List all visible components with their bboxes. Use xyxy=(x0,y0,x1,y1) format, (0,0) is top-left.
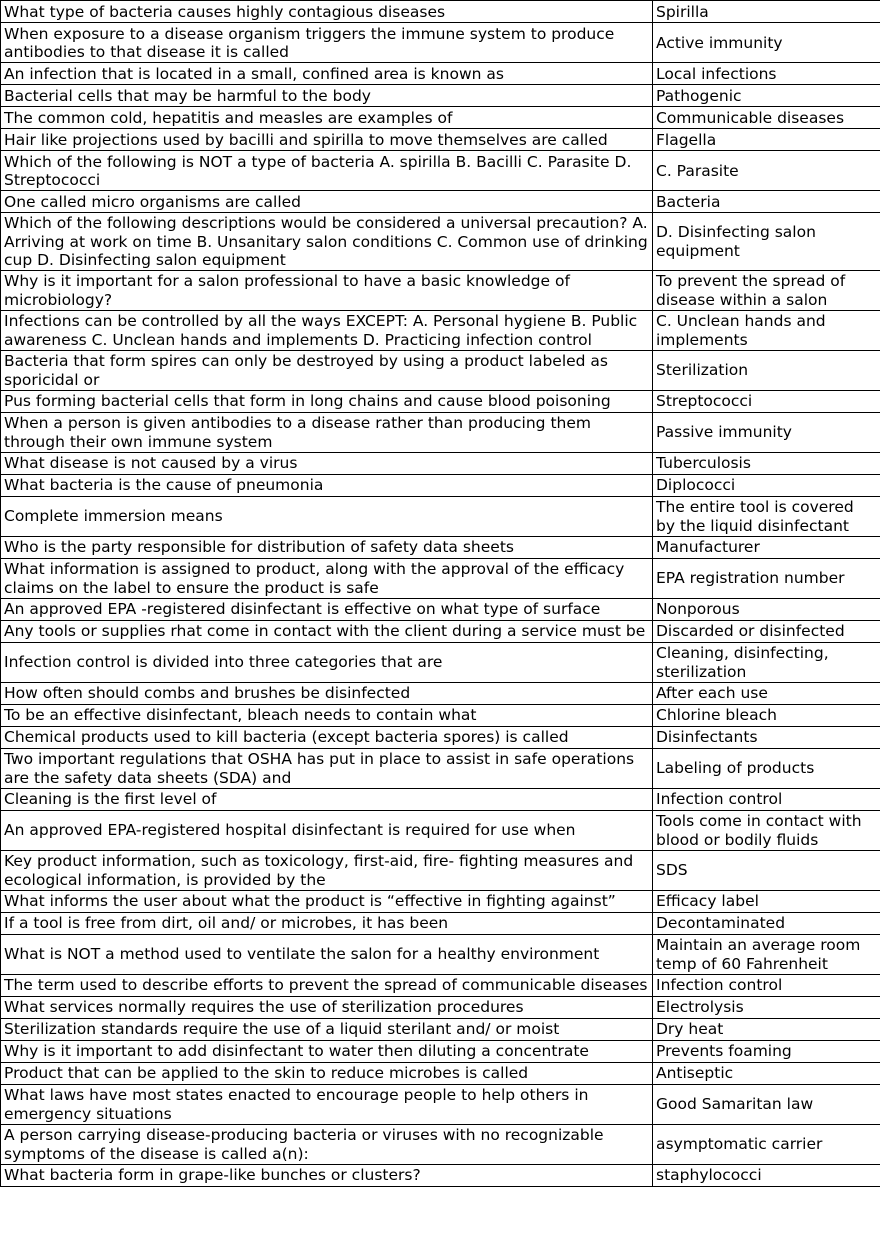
table-row xyxy=(1,1018,880,1040)
table-row xyxy=(1,350,880,390)
definition-cell: Diplococci xyxy=(653,474,880,496)
definition-cell: Active immunity xyxy=(653,23,880,63)
definition-cell: C. Parasite xyxy=(653,151,880,191)
table-row xyxy=(1,704,880,726)
table-row xyxy=(1,748,880,788)
term-cell: An approved EPA -registered disinfectant is effective on what type of surface xyxy=(1,598,653,620)
term-cell: Complete immersion means xyxy=(1,496,653,536)
table-row xyxy=(1,85,880,107)
term-cell: When a person is given antibodies to a disease rather than producing them through their own immune system xyxy=(1,412,653,452)
definition-cell: Infection control xyxy=(653,974,880,996)
definition-cell: Cleaning, disinfecting, sterilization xyxy=(653,642,880,682)
definition-cell: Sterilization xyxy=(653,350,880,390)
term-cell: Any tools or supplies rhat come in contact with the client during a service must be xyxy=(1,620,653,642)
term-cell: To be an effective disinfectant, bleach needs to contain what xyxy=(1,704,653,726)
term-cell: The term used to describe efforts to prevent the spread of communicable diseases xyxy=(1,974,653,996)
term-cell: An approved EPA-registered hospital disinfectant is required for use when xyxy=(1,810,653,850)
table-row xyxy=(1,23,880,63)
term-cell: Bacteria that form spires can only be destroyed by using a product labeled as sporicidal or xyxy=(1,350,653,390)
term-cell: If a tool is free from dirt, oil and/ or microbes, it has been xyxy=(1,912,653,934)
definition-cell: Bacteria xyxy=(653,191,880,213)
table-row xyxy=(1,726,880,748)
term-cell: Which of the following descriptions would be considered a universal precaution? A. Arriving at work on time B. Unsanitary salon conditions C. Common use of drinking cup D. Disinfecting salon equipment xyxy=(1,213,653,271)
table-row xyxy=(1,412,880,452)
term-cell: Who is the party responsible for distribution of safety data sheets xyxy=(1,536,653,558)
definition-cell: Tools come in contact with blood or bodily fluids xyxy=(653,810,880,850)
term-cell: A person carrying disease-producing bacteria or viruses with no recognizable symptoms of the disease is called a(n): xyxy=(1,1124,653,1164)
term-cell: What is NOT a method used to ventilate the salon for a healthy environment xyxy=(1,934,653,974)
term-cell: Why is it important for a salon professional to have a basic knowledge of microbiology? xyxy=(1,270,653,310)
table-row xyxy=(1,129,880,151)
term-cell: Hair like projections used by bacilli and spirilla to move themselves are called xyxy=(1,129,653,151)
definition-cell: Tuberculosis xyxy=(653,452,880,474)
term-cell: Key product information, such as toxicology, first-aid, fire- fighting measures and ecological information, is provided by the xyxy=(1,850,653,890)
term-cell: What services normally requires the use of sterilization procedures xyxy=(1,996,653,1018)
term-cell: Pus forming bacterial cells that form in long chains and cause blood poisoning xyxy=(1,390,653,412)
term-cell: Sterilization standards require the use of a liquid sterilant and/ or moist xyxy=(1,1018,653,1040)
term-cell: Cleaning is the first level of xyxy=(1,788,653,810)
definition-cell: Good Samaritan law xyxy=(653,1084,880,1124)
term-cell: What informs the user about what the product is “effective in fighting against” xyxy=(1,890,653,912)
table-row xyxy=(1,890,880,912)
table-row xyxy=(1,452,880,474)
definition-cell: Antiseptic xyxy=(653,1062,880,1084)
table-row xyxy=(1,810,880,850)
table-row xyxy=(1,151,880,191)
table-row xyxy=(1,598,880,620)
term-cell: When exposure to a disease organism triggers the immune system to produce antibodies to that disease it is called xyxy=(1,23,653,63)
term-cell: Infection control is divided into three categories that are xyxy=(1,642,653,682)
definition-cell: Pathogenic xyxy=(653,85,880,107)
table-row xyxy=(1,474,880,496)
table-row xyxy=(1,934,880,974)
definition-cell: After each use xyxy=(653,682,880,704)
term-cell: Bacterial cells that may be harmful to the body xyxy=(1,85,653,107)
term-cell: What bacteria form in grape-like bunches or clusters? xyxy=(1,1164,653,1186)
term-cell: What disease is not caused by a virus xyxy=(1,452,653,474)
table-row xyxy=(1,558,880,598)
definition-cell: To prevent the spread of disease within a salon xyxy=(653,270,880,310)
definition-cell: Decontaminated xyxy=(653,912,880,934)
table-row xyxy=(1,390,880,412)
table-row xyxy=(1,536,880,558)
definition-cell: SDS xyxy=(653,850,880,890)
definition-cell: Local infections xyxy=(653,63,880,85)
definition-cell: Spirilla xyxy=(653,1,880,23)
definition-cell: Maintain an average room temp of 60 Fahrenheit xyxy=(653,934,880,974)
term-cell: What information is assigned to product, along with the approval of the efficacy claims on the label to ensure the product is safe xyxy=(1,558,653,598)
table-row xyxy=(1,213,880,271)
table-row xyxy=(1,1164,880,1186)
definition-cell: Streptococci xyxy=(653,390,880,412)
table-row xyxy=(1,191,880,213)
term-cell: Two important regulations that OSHA has put in place to assist in safe operations are the safety data sheets (SDA) and xyxy=(1,748,653,788)
table-row xyxy=(1,270,880,310)
definition-cell: Infection control xyxy=(653,788,880,810)
term-cell: What type of bacteria causes highly contagious diseases xyxy=(1,1,653,23)
definition-cell: Dry heat xyxy=(653,1018,880,1040)
table-row xyxy=(1,1,880,23)
table-row xyxy=(1,1124,880,1164)
term-cell: Why is it important to add disinfectant to water then diluting a concentrate xyxy=(1,1040,653,1062)
definition-cell: Electrolysis xyxy=(653,996,880,1018)
definition-cell: Chlorine bleach xyxy=(653,704,880,726)
table-row xyxy=(1,620,880,642)
term-cell: Which of the following is NOT a type of bacteria A. spirilla B. Bacilli C. Parasite D. Streptococci xyxy=(1,151,653,191)
definition-cell: C. Unclean hands and implements xyxy=(653,310,880,350)
table-row xyxy=(1,850,880,890)
term-cell: An infection that is located in a small, confined area is known as xyxy=(1,63,653,85)
term-cell: How often should combs and brushes be disinfected xyxy=(1,682,653,704)
definition-cell: Passive immunity xyxy=(653,412,880,452)
definition-cell: EPA registration number xyxy=(653,558,880,598)
definition-cell: staphylococci xyxy=(653,1164,880,1186)
definition-cell: The entire tool is covered by the liquid disinfectant xyxy=(653,496,880,536)
definition-cell: Discarded or disinfected xyxy=(653,620,880,642)
term-cell: Chemical products used to kill bacteria (except bacteria spores) is called xyxy=(1,726,653,748)
definition-cell: Labeling of products xyxy=(653,748,880,788)
definition-cell: Nonporous xyxy=(653,598,880,620)
definition-cell: Flagella xyxy=(653,129,880,151)
definition-cell: asymptomatic carrier xyxy=(653,1124,880,1164)
definition-cell: Communicable diseases xyxy=(653,107,880,129)
definition-cell: Prevents foaming xyxy=(653,1040,880,1062)
table-row xyxy=(1,912,880,934)
table-row xyxy=(1,996,880,1018)
table-row xyxy=(1,496,880,536)
definition-cell: Manufacturer xyxy=(653,536,880,558)
term-cell: What laws have most states enacted to encourage people to help others in emergency situations xyxy=(1,1084,653,1124)
table-row xyxy=(1,642,880,682)
term-cell: What bacteria is the cause of pneumonia xyxy=(1,474,653,496)
term-cell: One called micro organisms are called xyxy=(1,191,653,213)
term-cell: Product that can be applied to the skin to reduce microbes is called xyxy=(1,1062,653,1084)
table-row xyxy=(1,310,880,350)
table-row xyxy=(1,1040,880,1062)
table-row xyxy=(1,682,880,704)
table-row xyxy=(1,63,880,85)
table-row xyxy=(1,107,880,129)
term-cell: The common cold, hepatitis and measles are examples of xyxy=(1,107,653,129)
term-cell: Infections can be controlled by all the ways EXCEPT: A. Personal hygiene B. Public awareness C. Unclean hands and implements D. Practicing infection control xyxy=(1,310,653,350)
table-row xyxy=(1,1062,880,1084)
table-row xyxy=(1,1084,880,1124)
table-row xyxy=(1,974,880,996)
definition-cell: Efficacy label xyxy=(653,890,880,912)
table-row xyxy=(1,788,880,810)
definition-cell: D. Disinfecting salon equipment xyxy=(653,213,880,271)
definition-cell: Disinfectants xyxy=(653,726,880,748)
